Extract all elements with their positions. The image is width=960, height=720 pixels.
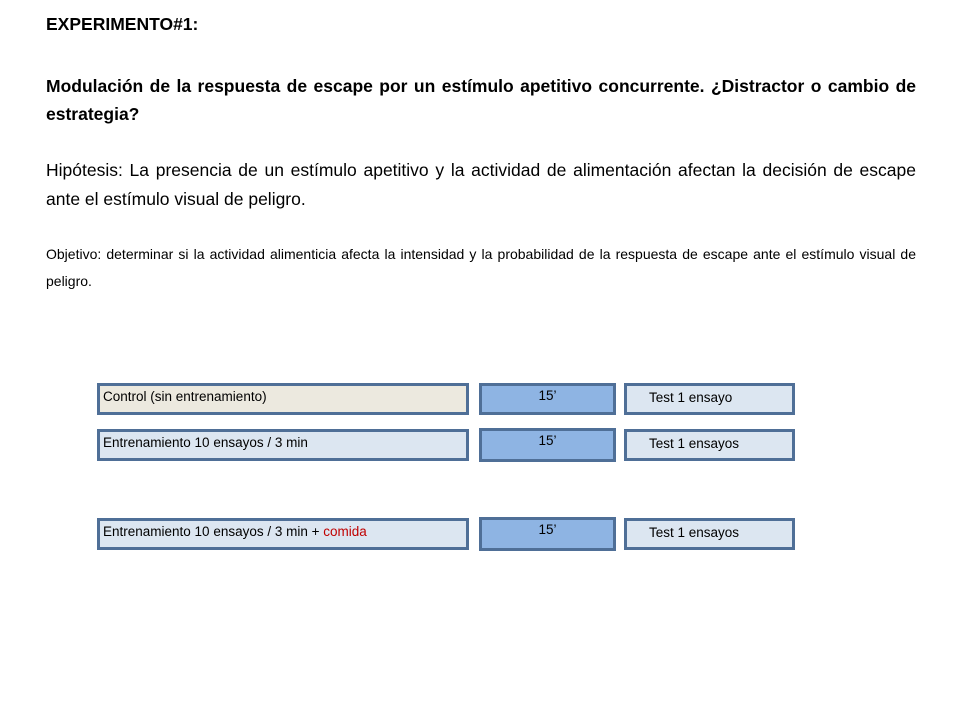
condition-label: Entrenamiento 10 ensayos / 3 min	[103, 435, 308, 450]
hypothesis-text: Hipótesis: La presencia de un estímulo apetitivo y la actividad de alimentación afectan la decisión de escape ante el estímulo visual de peligro.	[46, 160, 916, 209]
interval-label: 15’	[538, 522, 557, 537]
interval-box	[479, 517, 616, 551]
interval-box	[479, 428, 616, 462]
test-box	[624, 518, 795, 550]
test-label: Test 1 ensayos	[649, 436, 740, 451]
test-box	[624, 383, 795, 415]
condition-label: Control (sin entrenamiento)	[103, 389, 267, 404]
interval-label: 15’	[538, 388, 557, 403]
condition-box-training-food	[97, 518, 469, 550]
condition-label: Entrenamiento 10 ensayos / 3 min +	[103, 524, 324, 539]
experiment-heading: EXPERIMENTO#1:	[46, 14, 199, 34]
interval-label: 15’	[538, 433, 557, 448]
test-label: Test 1 ensayos	[649, 525, 740, 540]
condition-box-control	[97, 383, 469, 415]
objective-text: Objetivo: determinar si la actividad alimenticia afecta la intensidad y la probabilidad de la respuesta de escape ante el estímulo visual de peligro.	[46, 246, 916, 289]
test-label: Test 1 ensayo	[649, 390, 733, 405]
condition-box-training	[97, 429, 469, 461]
food-highlight: comida	[323, 524, 367, 539]
experiment-title: Modulación de la respuesta de escape por un estímulo apetitivo concurrente. ¿Distractor o cambio de estrategia?	[46, 76, 916, 124]
interval-box	[479, 383, 616, 415]
test-box	[624, 429, 795, 461]
